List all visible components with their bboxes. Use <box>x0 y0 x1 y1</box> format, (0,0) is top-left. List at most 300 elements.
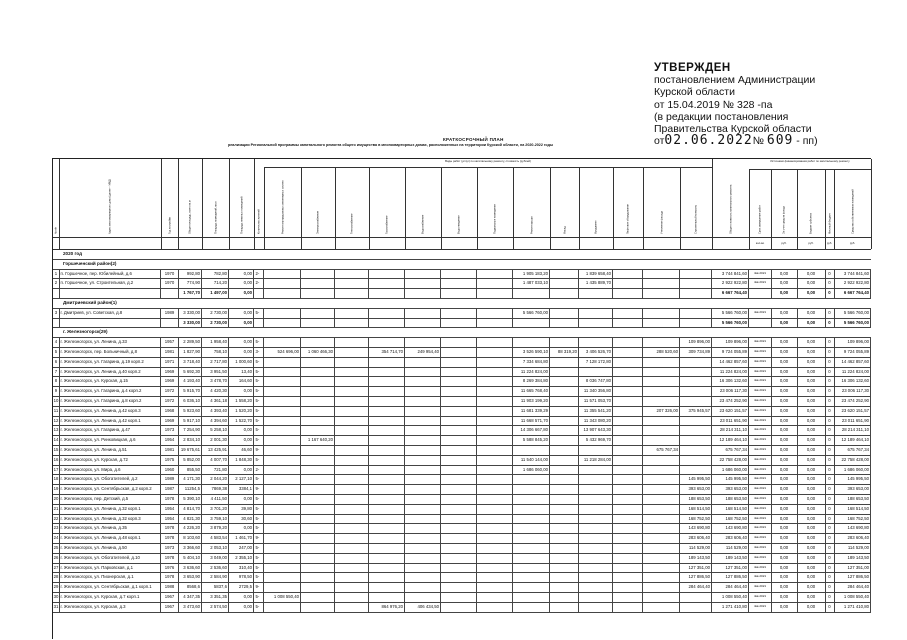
cell-lift <box>643 435 680 445</box>
cell-res: 9- <box>254 445 264 455</box>
cell-lift <box>643 416 680 426</box>
cell-f2: 0,00 <box>797 337 826 347</box>
cell-drain <box>441 465 477 475</box>
cell-other: 0,00 <box>229 592 254 602</box>
cell-f2: 0,00 <box>797 543 826 553</box>
cell-f4: 127 351,00 <box>834 563 871 573</box>
cell-res: 5- <box>254 396 264 406</box>
cell-f4: 3 744 841,60 <box>834 269 871 279</box>
cell-roof: 8 269 384,80 <box>513 376 550 386</box>
cell-el <box>301 425 335 435</box>
section-gorshechny-label: Горшеченский район(2) <box>63 260 117 266</box>
cell-roof: 1 686 060,00 <box>513 465 550 475</box>
cell-eng <box>264 455 301 465</box>
cell-n: 2 <box>53 278 60 288</box>
cell-found: 88 319,20 <box>550 347 579 357</box>
cell-roof <box>513 504 550 514</box>
unit-cell-sk <box>680 237 713 249</box>
cell-drain <box>441 308 477 318</box>
cell-f4: 393 653,00 <box>834 484 871 494</box>
cell-fund2 <box>613 406 643 416</box>
header-label-gas: Газоснабжение <box>385 215 389 234</box>
cell-roof <box>513 563 550 573</box>
cell-sk <box>680 278 712 288</box>
cell-gas <box>369 308 405 318</box>
cell-facade <box>579 445 613 455</box>
cell-wat: 406 434,50 <box>405 602 441 612</box>
cell-facade <box>579 572 613 582</box>
unit-cell-f3: руб. <box>825 237 835 249</box>
cell-living: 758,10 <box>202 347 229 357</box>
cell-res: 5- <box>254 308 264 318</box>
cell-base <box>477 318 513 328</box>
cell-term: 4кв.2021 <box>749 455 772 465</box>
cell-drain <box>441 425 477 435</box>
cell-gas <box>369 416 405 426</box>
header-cell-f1 <box>771 159 798 237</box>
cell-drain <box>441 347 477 357</box>
cell-facade: 1 435 889,70 <box>579 278 613 288</box>
cell-base <box>477 494 513 504</box>
approval-line-5: Правительства Курской области <box>654 123 812 136</box>
cell-term: 4кв.2021 <box>749 533 772 543</box>
cell-f1: 0,00 <box>771 474 798 484</box>
cell-year: 1968 <box>161 406 179 416</box>
cell-res: 5- <box>254 435 264 445</box>
cell-fund2 <box>613 553 643 563</box>
cell-living: 3 951,50 <box>202 367 229 377</box>
cell-f3: 0 <box>825 269 835 279</box>
header-label-sk: Строительный контроль <box>694 204 698 234</box>
plan-table <box>52 158 871 639</box>
cell-total: 127 351,00 <box>712 563 749 573</box>
cell-area: 4 226,20 <box>178 523 202 533</box>
cell-year <box>161 318 179 328</box>
cell-facade: 11 343 080,20 <box>579 416 613 426</box>
header-cell-term <box>749 159 772 237</box>
cell-address: г. Железногорск, ул. Ленина, д.51 <box>59 445 161 455</box>
cell-heat <box>335 376 369 386</box>
cell-term: 4кв.2021 <box>749 278 772 288</box>
cell-lift <box>643 386 680 396</box>
cell-f1: 0,00 <box>771 278 798 288</box>
cell-total: 5 566 760,00 <box>712 308 749 318</box>
cell-year: 1989 <box>161 474 179 484</box>
unit-cell-other <box>229 237 255 249</box>
cell-area: 855,50 <box>178 465 202 475</box>
cell-drain <box>441 396 477 406</box>
cell-found <box>550 494 579 504</box>
cell-el <box>301 543 335 553</box>
cell-heat <box>335 288 369 298</box>
cell-found <box>550 406 579 416</box>
approval-date-prefix: от <box>654 135 665 148</box>
cell-area: 4 171,30 <box>178 474 202 484</box>
cell-el <box>301 514 335 524</box>
cell-total: 22 758 428,00 <box>712 455 749 465</box>
unit-cell-area <box>178 237 203 249</box>
cell-other: 2 127,10 <box>229 474 254 484</box>
cell-found <box>550 572 579 582</box>
cell-address: г. Железногорск, ул. Сентябрьская, д.2 корп.2 <box>59 484 161 494</box>
cell-living: 2 730,00 <box>202 308 229 318</box>
cell-sk: 168 752,50 <box>680 514 712 524</box>
cell-drain <box>441 572 477 582</box>
cell-term: 4кв.2021 <box>749 553 772 563</box>
cell-gas <box>369 386 405 396</box>
cell-term: 4кв.2021 <box>749 543 772 553</box>
header-label-roof: Ремонт крыши <box>530 216 533 234</box>
cell-other: 0,00 <box>229 465 254 475</box>
header-cell-heat <box>335 159 370 237</box>
table-header <box>53 159 871 238</box>
cell-area: 4 347,35 <box>178 592 202 602</box>
cell-wat <box>405 445 441 455</box>
cell-year: 1954 <box>161 514 179 524</box>
cell-total: 127 886,50 <box>712 572 749 582</box>
cell-eng: 1 008 550,40 <box>264 592 301 602</box>
cell-area: 3 473,60 <box>178 602 202 612</box>
cell-res: 2- <box>254 269 264 279</box>
cell-sk <box>680 445 712 455</box>
cell-address: г. Железногорск, ул. Гагарина, д.19 корп.2 <box>59 357 161 367</box>
cell-wat <box>405 357 441 367</box>
cell-wat <box>405 572 441 582</box>
cell-gas <box>369 543 405 553</box>
header-label-address: Адрес многоквартирного дома (далее – МКД) <box>108 179 112 234</box>
cell-f2: 0,00 <box>797 386 826 396</box>
cell-f2: 0,00 <box>797 396 826 406</box>
cell-f4: 12 189 464,10 <box>834 435 871 445</box>
cell-address: г. Железногорск, ул. Ленина, д.32 корп.1 <box>59 504 161 514</box>
cell-wat <box>405 396 441 406</box>
cell-year: 1969 <box>161 376 179 386</box>
cell-el <box>301 523 335 533</box>
cell-res: 2- <box>254 278 264 288</box>
cell-year: 1969 <box>161 367 179 377</box>
cell-other: 0,00 <box>229 337 254 347</box>
cell-area: 5 390,10 <box>178 494 202 504</box>
cell-lift <box>643 318 680 328</box>
cell-address: г. Дмитриев, ул. Советская, д.8 <box>59 308 161 318</box>
cell-address: г. Железногорск, ул. Ленина, д.42 корп.3 <box>59 406 161 416</box>
header-cell-total <box>712 159 750 237</box>
cell-drain <box>441 278 477 288</box>
cell-living: 2 053,10 <box>202 543 229 553</box>
cell-drain <box>441 435 477 445</box>
cell-f4: 127 886,50 <box>834 572 871 582</box>
unit-cell-facade <box>579 237 614 249</box>
header-cell-sk <box>680 159 713 237</box>
cell-term: 4кв.2021 <box>749 563 772 573</box>
cell-roof <box>513 582 550 592</box>
cell-facade: 3 406 526,70 <box>579 347 613 357</box>
cell-f4: 284 464,40 <box>834 582 871 592</box>
cell-f1: 0,00 <box>771 376 798 386</box>
cell-area: 11254,5 <box>178 484 202 494</box>
cell-res: 5- <box>254 474 264 484</box>
cell-term: 4кв.2021 <box>749 523 772 533</box>
cell-heat <box>335 582 369 592</box>
cell-f3: 0 <box>825 484 835 494</box>
cell-total: 393 653,00 <box>712 484 749 494</box>
cell-res: 5- <box>254 602 264 612</box>
cell-total: 23 474 252,90 <box>712 396 749 406</box>
unit-cell-drain <box>441 237 478 249</box>
cell-eng <box>264 572 301 582</box>
cell-res: 5- <box>254 416 264 426</box>
cell-eng <box>264 553 301 563</box>
cell-roof: 14 306 667,80 <box>513 425 550 435</box>
cell-f2: 0,00 <box>797 582 826 592</box>
cell-address: г. Железногорск, пер. Больничный, д.8 <box>59 347 161 357</box>
cell-term: 4кв.2021 <box>749 465 772 475</box>
cell-f1: 0,00 <box>771 455 798 465</box>
cell-n: 10 <box>53 396 60 406</box>
cell-el <box>301 337 335 347</box>
cell-f3: 0 <box>825 504 835 514</box>
cell-eng <box>264 278 301 288</box>
cell-f4: 23 011 651,90 <box>834 416 871 426</box>
cell-heat <box>335 504 369 514</box>
cell-found <box>550 484 579 494</box>
cell-res: 9- <box>254 533 264 543</box>
cell-sk: 284 464,40 <box>680 582 712 592</box>
cell-gas <box>369 484 405 494</box>
cell-res: 3- <box>254 347 264 357</box>
cell-found <box>550 553 579 563</box>
cell-heat <box>335 416 369 426</box>
cell-term: 4кв.2021 <box>749 396 772 406</box>
cell-fund2 <box>613 376 643 386</box>
cell-res: 5- <box>254 523 264 533</box>
cell-term: 4кв.2021 <box>749 592 772 602</box>
cell-gas <box>369 455 405 465</box>
cell-f2: 0,00 <box>797 367 826 377</box>
approval-title: УТВЕРЖДЕН <box>654 62 731 74</box>
cell-sk: 145 995,50 <box>680 474 712 484</box>
cell-base <box>477 602 513 612</box>
cell-living: 2 574,50 <box>202 602 229 612</box>
cell-drain <box>441 514 477 524</box>
unit-cell-wat <box>405 237 442 249</box>
cell-eng <box>264 504 301 514</box>
cell-area: 3 718,40 <box>178 357 202 367</box>
cell-facade <box>579 523 613 533</box>
cell-facade: 7 128 172,80 <box>579 357 613 367</box>
cell-total: 143 690,80 <box>712 523 749 533</box>
cell-n: 28 <box>53 572 60 582</box>
cell-year: 1981 <box>161 445 179 455</box>
cell-lift <box>643 514 680 524</box>
approval-block <box>654 62 904 147</box>
cell-base <box>477 347 513 357</box>
cell-wat <box>405 288 441 298</box>
cell-el <box>301 396 335 406</box>
cell-eng <box>264 445 301 455</box>
cell-wat <box>405 543 441 553</box>
cell-gas <box>369 357 405 367</box>
cell-eng <box>264 337 301 347</box>
cell-heat <box>335 396 369 406</box>
cell-term: 4кв.2021 <box>749 514 772 524</box>
header-cell-drain <box>441 159 478 237</box>
approval-date: 02.06.2022 <box>664 133 753 149</box>
cell-area: 4 814,70 <box>178 504 202 514</box>
cell-base <box>477 386 513 396</box>
cell-f4: 9 724 055,89 <box>834 347 871 357</box>
cell-eng <box>264 367 301 377</box>
cell-drain <box>441 474 477 484</box>
cell-gas <box>369 572 405 582</box>
cell-drain <box>441 504 477 514</box>
cell-el <box>301 553 335 563</box>
cell-roof <box>513 288 550 298</box>
cell-f1: 0,00 <box>771 357 798 367</box>
cell-total: 284 464,40 <box>712 582 749 592</box>
cell-heat <box>335 386 369 396</box>
cell-sk: 109 896,00 <box>680 337 712 347</box>
cell-f3: 0 <box>825 347 835 357</box>
cell-el <box>301 465 335 475</box>
cell-other: 1 522,70 <box>229 416 254 426</box>
cell-f2: 0,00 <box>797 357 826 367</box>
cell-sk <box>680 425 712 435</box>
cell-heat <box>335 572 369 582</box>
cell-facade <box>579 533 613 543</box>
cell-heat <box>335 474 369 484</box>
cell-base <box>477 445 513 455</box>
cell-living: 4 361,18 <box>202 396 229 406</box>
cell-el <box>301 357 335 367</box>
cell-lift <box>643 523 680 533</box>
cell-address: г. Железногорск, ул. Гагарина, д.8 корп.2 <box>59 396 161 406</box>
cell-roof <box>513 592 550 602</box>
cell-area: 5 404,10 <box>178 553 202 563</box>
cell-lift <box>643 278 680 288</box>
cell-year: 1973 <box>161 425 179 435</box>
cell-f3: 0 <box>825 543 835 553</box>
header-cell-year <box>161 159 179 237</box>
cell-gas <box>369 533 405 543</box>
cell-fund2 <box>613 474 643 484</box>
cell-eng <box>264 543 301 553</box>
cell-facade <box>579 465 613 475</box>
header-group-sources: Источники финансирования работ по капитальному ремонту <box>749 159 871 170</box>
cell-living: 1 958,40 <box>202 337 229 347</box>
cell-year: 1989 <box>161 308 179 318</box>
cell-f2: 0,00 <box>797 455 826 465</box>
header-cell-found <box>550 159 580 237</box>
cell-gas <box>369 465 405 475</box>
cell-found <box>550 288 579 298</box>
cell-roof: 11 224 824,00 <box>513 367 550 377</box>
cell-total: 16 306 132,60 <box>712 376 749 386</box>
cell-term: 4кв.2021 <box>749 367 772 377</box>
cell-other: 1 461,70 <box>229 533 254 543</box>
cell-f3: 0 <box>825 533 835 543</box>
cell-lift <box>643 474 680 484</box>
cell-living: 3 049,00 <box>202 553 229 563</box>
cell-f1: 0,00 <box>771 563 798 573</box>
cell-total: 5 566 760,00 <box>712 318 749 328</box>
cell-res <box>254 288 264 298</box>
cell-f1: 0,00 <box>771 533 798 543</box>
cell-roof: 11 665 768,40 <box>513 386 550 396</box>
cell-found <box>550 563 579 573</box>
cell-address: г. Железногорск, ул. Гагарина, д.47 <box>59 425 161 435</box>
cell-fund2 <box>613 357 643 367</box>
cell-f2: 0,00 <box>797 572 826 582</box>
table-row <box>53 602 871 613</box>
cell-f3: 0 <box>825 318 835 328</box>
cell-living: 1 497,00 <box>202 288 229 298</box>
cell-f4: 1 686 060,00 <box>834 465 871 475</box>
cell-wat <box>405 455 441 465</box>
cell-n: 18 <box>53 474 60 484</box>
cell-found <box>550 376 579 386</box>
cell-address: г. Железногорск, ул. Обогатителей, д.10 <box>59 553 161 563</box>
cell-f1: 0,00 <box>771 308 798 318</box>
unit-cell-eng <box>264 237 302 249</box>
cell-f1: 0,00 <box>771 543 798 553</box>
cell-f2: 0,00 <box>797 435 826 445</box>
cell-base <box>477 465 513 475</box>
cell-area: 7 254,90 <box>178 425 202 435</box>
cell-total: 3 744 841,60 <box>712 269 749 279</box>
cell-heat <box>335 425 369 435</box>
cell-gas: 864 976,20 <box>369 602 405 612</box>
cell-living: 7869,38 <box>202 484 229 494</box>
cell-f3: 0 <box>825 396 835 406</box>
cell-res: 5- <box>254 367 264 377</box>
approval-line-2: Курской области <box>654 86 735 99</box>
cell-f3: 0 <box>825 435 835 445</box>
cell-drain <box>441 484 477 494</box>
cell-gas <box>369 337 405 347</box>
cell-n: 23 <box>53 523 60 533</box>
cell-address: г. Железногорск, пер. Детский, д.5 <box>59 494 161 504</box>
cell-el <box>301 494 335 504</box>
cell-sk: 283 606,40 <box>680 533 712 543</box>
header-cell-wat <box>405 159 442 237</box>
cell-f3: 0 <box>825 465 835 475</box>
cell-area: 8 103,60 <box>178 533 202 543</box>
cell-roof <box>513 553 550 563</box>
cell-facade: 13 907 643,30 <box>579 425 613 435</box>
cell-wat <box>405 484 441 494</box>
cell-base <box>477 543 513 553</box>
cell-area: 3 636,60 <box>178 563 202 573</box>
cell-other: 1 848,30 <box>229 455 254 465</box>
cell-living: 4 394,60 <box>202 416 229 426</box>
cell-heat <box>335 602 369 612</box>
cell-other: 0,00 <box>229 425 254 435</box>
cell-f1: 0,00 <box>771 406 798 416</box>
cell-found <box>550 533 579 543</box>
cell-n: 12 <box>53 416 60 426</box>
cell-total: 283 606,40 <box>712 533 749 543</box>
cell-found <box>550 602 579 612</box>
cell-year: 1967 <box>161 592 179 602</box>
cell-roof: 5 588 845,20 <box>513 435 550 445</box>
cell-drain <box>441 533 477 543</box>
cell-address: г. Железногорск, ул. Ленина, д.42 корп.1 <box>59 416 161 426</box>
cell-el <box>301 288 335 298</box>
cell-living: 4 411,50 <box>202 494 229 504</box>
cell-f3: 0 <box>825 572 835 582</box>
cell-f2: 0,00 <box>797 553 826 563</box>
